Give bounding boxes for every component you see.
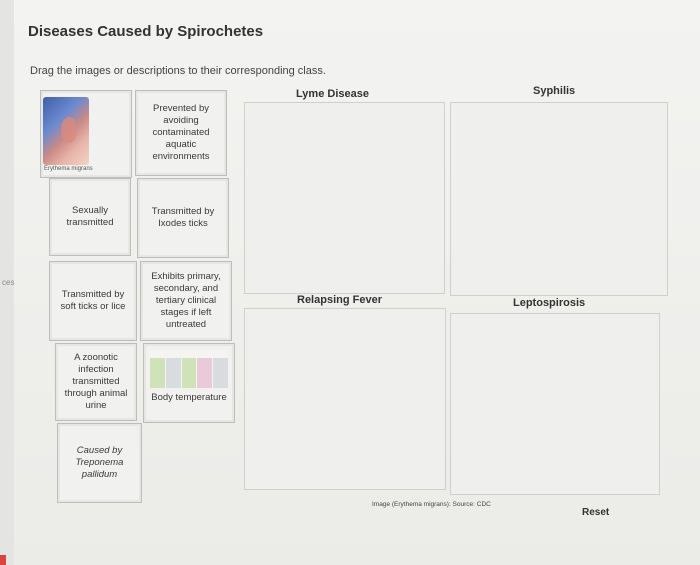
drop-zone-relapsing[interactable]	[244, 308, 446, 490]
drop-zone-leptospirosis[interactable]	[450, 313, 660, 495]
instructions: Drag the images or descriptions to their corresponding class.	[30, 65, 326, 77]
card-prevented[interactable]	[135, 90, 227, 176]
card-body-temperature[interactable]	[143, 343, 235, 423]
target-label-relapsing: Relapsing Fever	[297, 294, 382, 306]
card-text: Exhibits primary, secondary, and tertiary clinical stages if left untreated	[151, 271, 221, 330]
drop-zone-syphilis[interactable]	[450, 102, 668, 296]
card-text: Body temperature	[151, 392, 227, 403]
target-label-leptospirosis: Leptospirosis	[513, 297, 586, 309]
target-label-syphilis: Syphilis	[533, 85, 576, 97]
image-caption: Erythema migrans	[44, 166, 93, 172]
edge-text: ces	[2, 278, 15, 287]
card-text: Prevented by avoiding contaminated aquatic environments	[152, 103, 210, 162]
red-marker	[0, 555, 6, 565]
page-title: Diseases Caused by Spirochetes	[28, 23, 264, 40]
card-text: Transmitted by soft ticks or lice	[60, 289, 126, 312]
reset-button[interactable]: Reset	[582, 507, 610, 518]
drop-zone-lyme[interactable]	[244, 102, 445, 294]
image-credit: Image (Erythema migrans): Source: CDC	[372, 501, 491, 508]
card-sexually-transmitted[interactable]	[49, 178, 131, 256]
card-treponema[interactable]	[57, 423, 142, 503]
target-label-lyme: Lyme Disease	[296, 88, 369, 100]
card-text: Transmitted by Ixodes ticks	[151, 206, 215, 229]
card-zoonotic[interactable]	[55, 343, 137, 421]
card-text: A zoonotic infection transmitted through animal urine	[64, 352, 128, 411]
card-exhibits-stages[interactable]	[140, 261, 232, 341]
fever-chart-image	[150, 350, 228, 388]
card-ixodes-ticks[interactable]	[137, 178, 229, 258]
card-text: Sexually transmitted	[66, 205, 114, 228]
erythema-photo	[43, 97, 89, 165]
card-text: Caused by Treponema pallidum	[75, 445, 124, 480]
card-soft-ticks[interactable]	[49, 261, 137, 341]
card-erythema-migrans-image[interactable]	[40, 90, 132, 178]
